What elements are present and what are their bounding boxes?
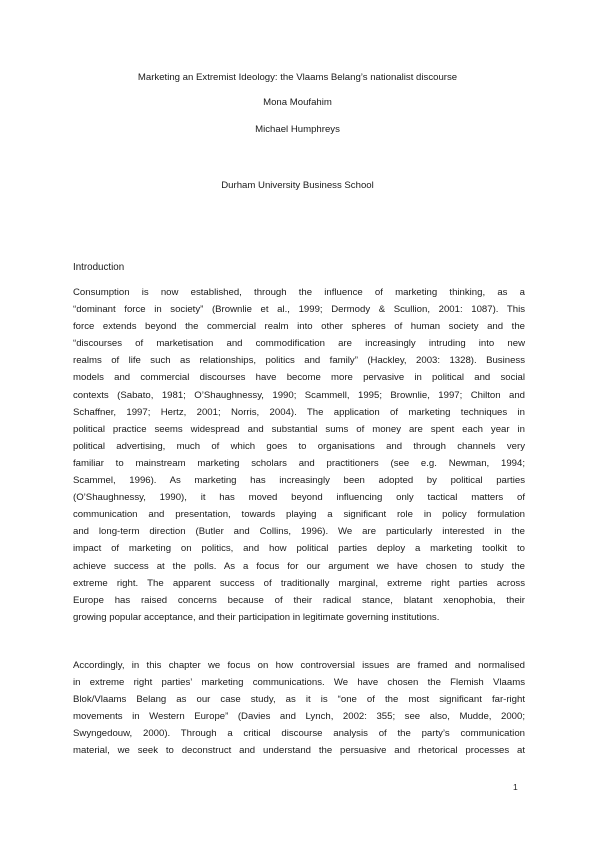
paragraph-line: communication and presentation, towards playing a significant role in policy formulation — [73, 509, 525, 521]
paragraph-line: Blok/Vlaams Belang as our case study, as it is “one of the most significant far-right — [73, 694, 525, 706]
paragraph-line: realms of life such as relationships, politics and family” (Hackley, 2003: 1328). Business — [73, 355, 525, 367]
paragraph-line: Consumption is now established, through the influence of marketing thinking, as a — [73, 287, 525, 298]
paragraph-line: political advertising, much of which goes to organisations and through channels very — [73, 440, 525, 452]
author-name: Mona Moufahim — [263, 97, 332, 108]
paragraph-line: Swyngedouw, 2000). Through a critical discourse analysis of the party’s communication — [73, 728, 525, 740]
paragraph-line: “discourses of marketisation and commodification are increasingly intruding into new — [73, 338, 525, 350]
author-affiliation: Durham University Business School — [221, 180, 374, 191]
paragraph-line: “dominant force in society” (Brownlie et al., 1999; Dermody & Scullion, 2001: 1087). This — [73, 304, 525, 316]
paragraph-line: Accordingly, in this chapter we focus on how controversial issues are framed and normalised — [73, 660, 525, 671]
paragraph-line: contexts (Sabato, 1981; O’Shaughnessy, 1990; Scammell, 1995; Brownlie, 1997; Chilton and — [73, 389, 525, 401]
paragraph-line: force extends beyond the commercial realm into other spheres of human society and the — [73, 321, 525, 333]
paragraph-line: impact of marketing on politics, and how political parties deploy a marketing toolkit to — [73, 543, 525, 555]
section-heading: Introduction — [73, 262, 125, 273]
paragraph-line: material, we seek to deconstruct and understand the persuasive and rhetorical processes at — [73, 745, 525, 757]
page-number: 1 — [513, 782, 518, 792]
paragraph-line: familiar to mainstream marketing scholars and practitioners (see e.g. Newman, 1994; — [73, 457, 525, 469]
paragraph-line: and long-term direction (Butler and Collins, 1996). We are particularly interested in the — [73, 526, 525, 538]
paragraph-line: models and commercial discourses have become more pervasive in political and social — [73, 372, 525, 384]
body-paragraph — [73, 284, 525, 626]
author-name: Michael Humphreys — [255, 124, 340, 135]
paragraph-line: political practice seems widespread and substantial sums of money are spent each year in — [73, 423, 525, 435]
paragraph-line: growing popular acceptance, and their participation in legitimate governing institutions. — [73, 611, 440, 623]
body-paragraph — [73, 657, 525, 760]
paragraph-line: extreme right. The apparent success of traditionally marginal, extreme right parties across — [73, 577, 525, 589]
paragraph-line: achieve success at the polls. As a focus for our argument we have chosen to study the — [73, 560, 525, 572]
paragraph-line: (O’Shaughnessy, 1990), it has moved beyond influencing only tactical matters of — [73, 492, 525, 504]
paragraph-line: Europe has raised concerns because of their radical stance, blatant xenophobia, their — [73, 594, 525, 606]
paper-title: Marketing an Extremist Ideology: the Vlaams Belang’s nationalist discourse — [137, 72, 458, 83]
paragraph-line: movements in Western Europe” (Davies and Lynch, 2002: 355; see also, Mudde, 2000; — [73, 711, 525, 723]
paragraph-line: in extreme right parties’ marketing communications. We have chosen the Flemish Vlaams — [73, 677, 525, 689]
paragraph-line: Scammel, 1996). As marketing has increasingly been adopted by political parties — [73, 475, 525, 487]
paragraph-line: Schaffner, 1997; Hertz, 2001; Norris, 2004). The application of marketing techniques in — [73, 406, 525, 418]
